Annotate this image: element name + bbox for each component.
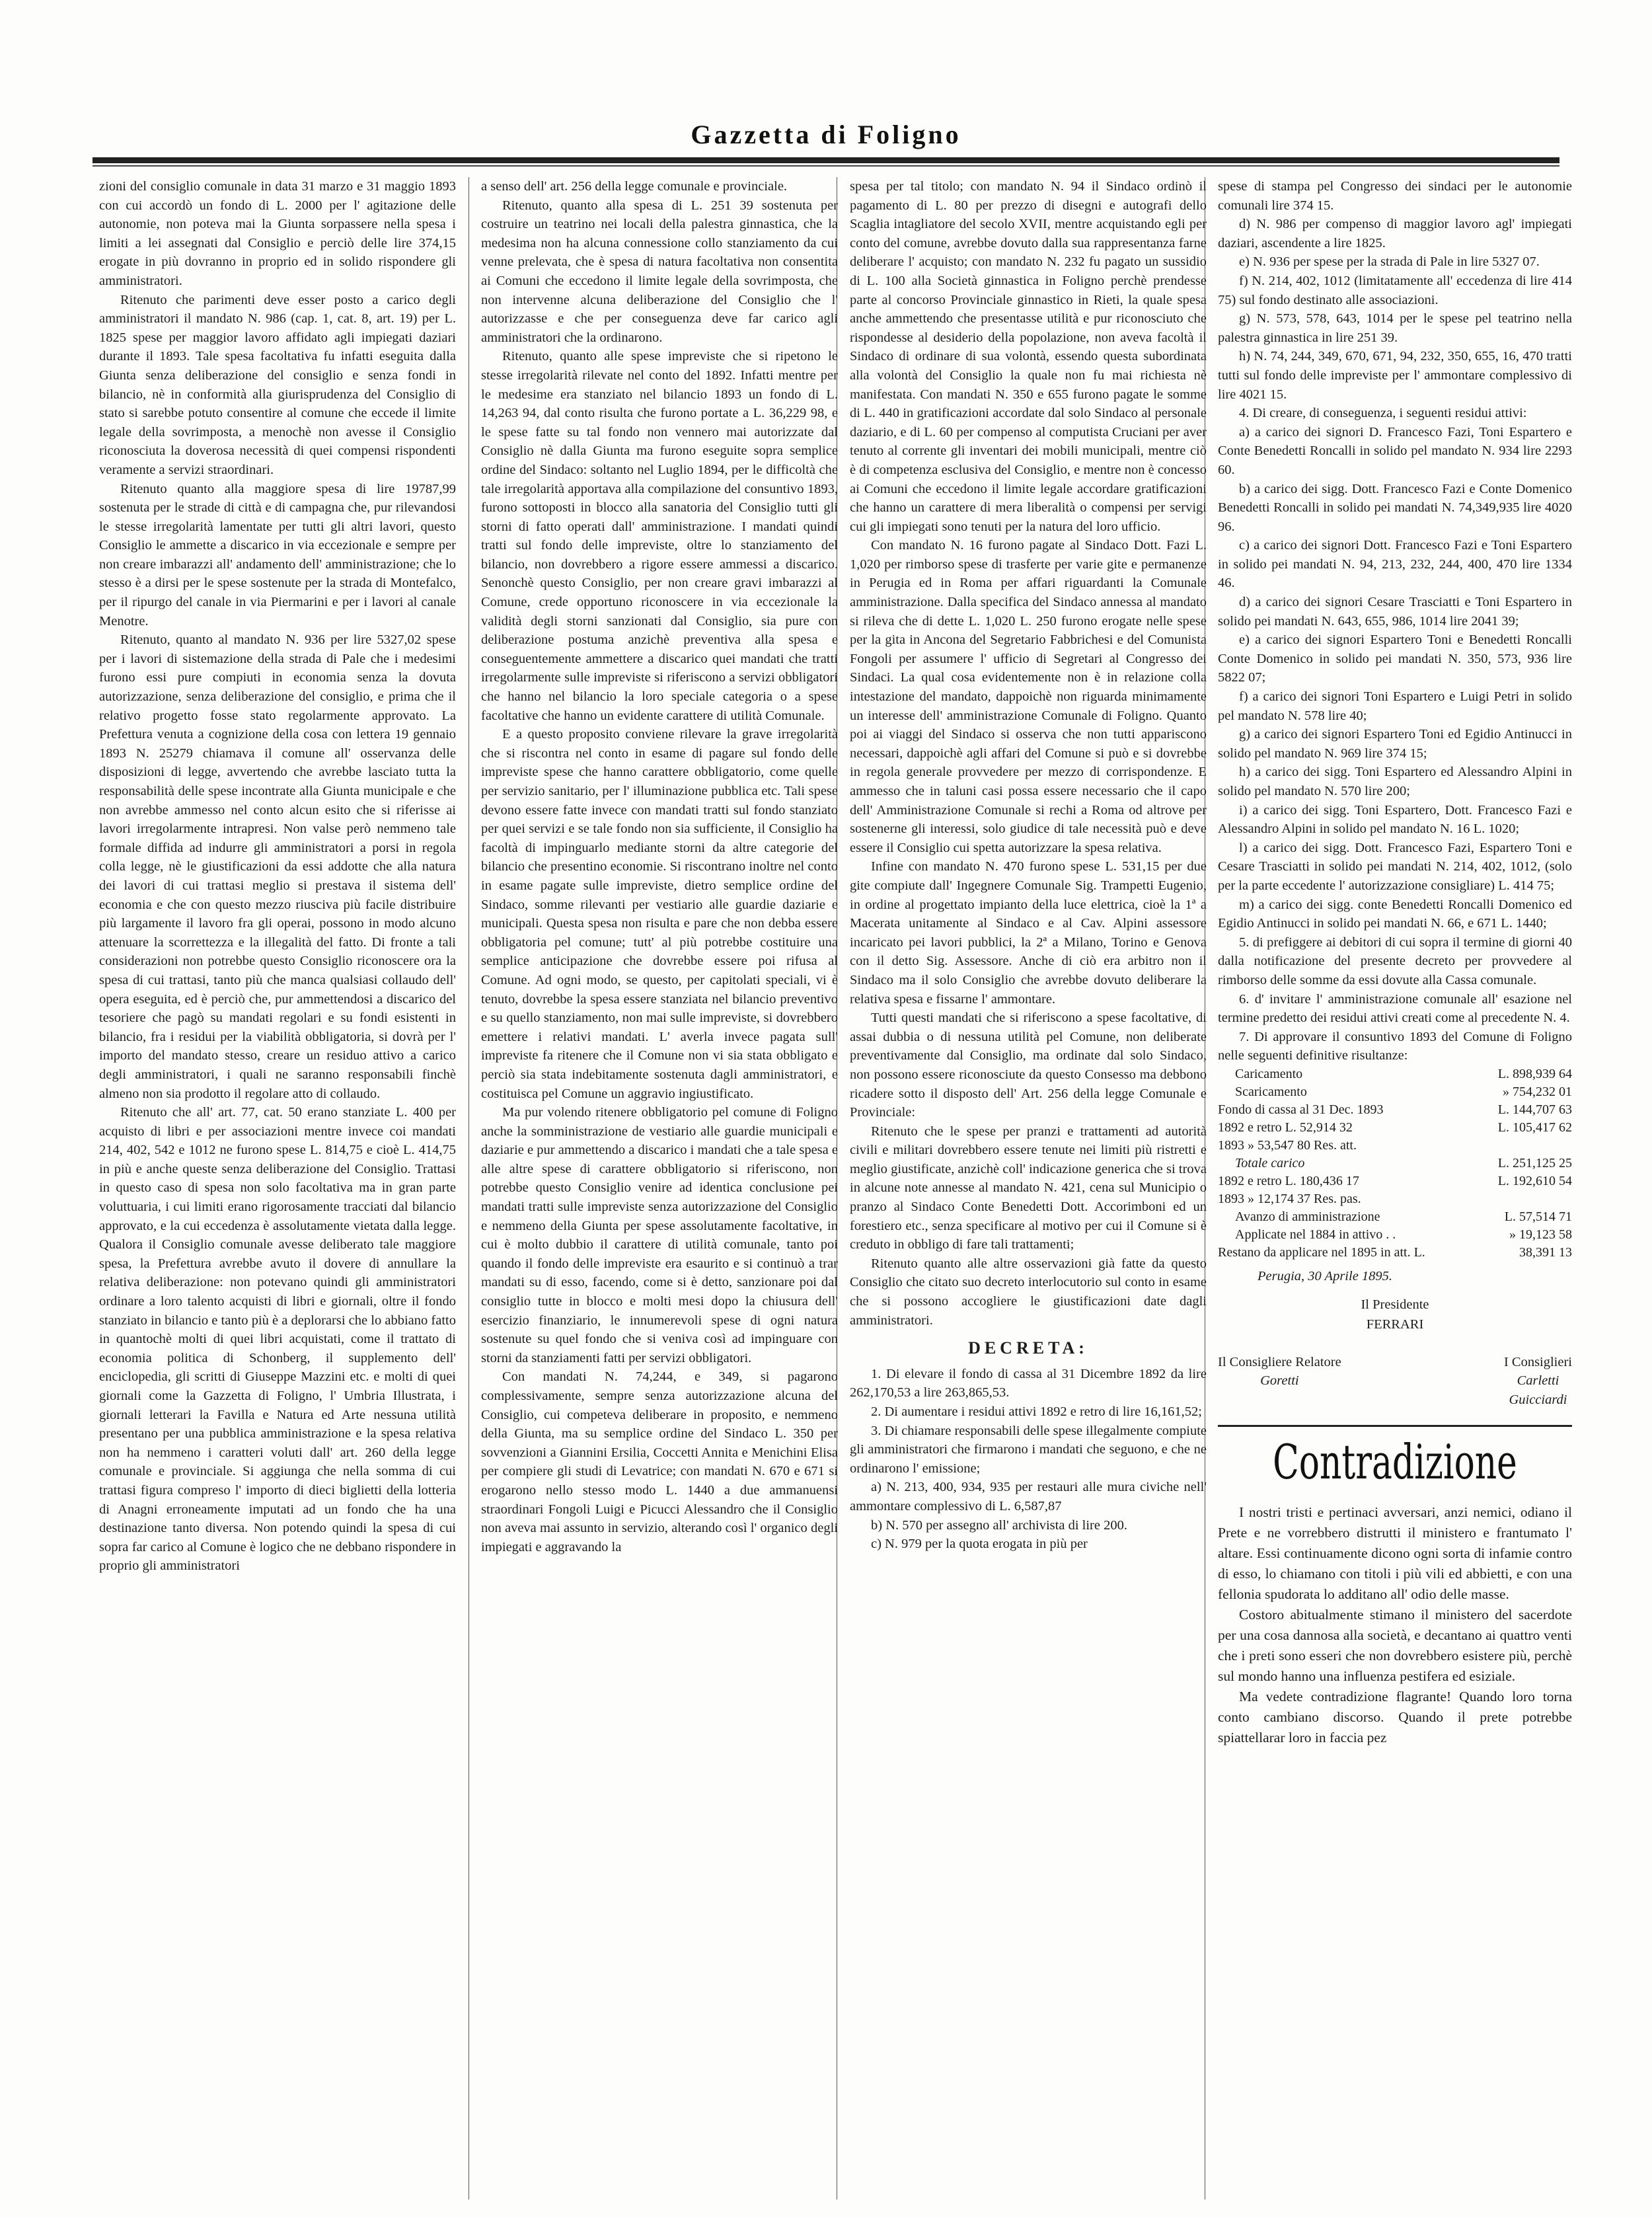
- paragraph: 7. Di approvare il consuntivo 1893 del Comune di Foligno nelle seguenti definitive risultanze:: [1218, 1029, 1572, 1063]
- table-row: [1218, 1065, 1572, 1083]
- paragraph: g) a carico dei signori Espartero Toni ed Egidio Antinucci in solido pel mandato N. 969 lire 374 15;: [1218, 727, 1572, 761]
- scaricamento-value: » 754,232 01: [1503, 1084, 1572, 1099]
- caricamento-value: L. 898,939 64: [1497, 1066, 1572, 1081]
- paragraph: d) N. 986 per compenso di maggior lavoro agl' impiegati daziari, ascendente a lire 1825.: [1218, 217, 1572, 250]
- consuntivo-table: [1218, 1065, 1572, 1262]
- consiglieri: [1504, 1353, 1572, 1410]
- res-pas-label: Res. pas.: [1314, 1191, 1361, 1206]
- paragraph: Ritenuto, quanto alle spese impreviste che si ripetono le stesse irregolarità rilevate nel conto del 1892. Infatti mentre per le medesime era stanziato nel bilancio 1893 un fondo di L. 14,263 94, dal conto risulta che furono portate a L. 36,229 98, e le spese fatte su tal fondo non vennero mai autorizzate dal Consiglio nè dalla Giunta ma furono eseguite sopra semplice ordine del Sindaco: soltanto nel Luglio 1894, per le difficoltà che tale irregolarità apportava alla compilazione del consuntivo 1893, furono sottoposti in blocco alla sanatoria del Consiglio tutti gli storni di fatto operati dall' amministrazione. I mandati quindi tratti sul fondo delle impreviste, oltre lo stanziamento del bilancio, non dovrebbero a rigore essere ammessi a discarico. Senonchè questo Consiglio, per non creare gravi imbarazzi al Comune, crede opportuno riconoscere in via eccezionale la validità degli storni sanzionati dal Consiglio, sia pure con deliberazione postuma anzichè preventiva alla spesa e conseguentemente ammettere a discarico quei mandati che tratti irregolarmente sulle impreviste si riferiscono a servizi obbligatori che hanno nel bilancio la loro speciale categoria o a spese facoltative che hanno un evidente carattere di utilità Comunale.: [481, 349, 838, 723]
- caricamento-label: Caricamento: [1235, 1066, 1303, 1081]
- paragraph: Ma vedete contradizione flagrante! Quando loro torna conto cambiano discorso. Quando il prete potrebbe spiattellarar loro in faccia pez: [1218, 1689, 1572, 1746]
- res-pas-1893: 1893 » 12,174 37: [1218, 1191, 1310, 1206]
- res-pas-years: [1218, 1172, 1479, 1208]
- totale-carico-label: Totale carico: [1235, 1155, 1305, 1170]
- paragraph: 5. di prefiggere ai debitori di cui sopra il termine di giorni 40 dalla notificazione del presente decreto per provvedere al rimborso delle somme da essi dovute alla Cassa comunale.: [1218, 935, 1572, 987]
- decree-item: c) N. 979 per la quota erogata in più per: [871, 1537, 1088, 1552]
- paragraph: Tutti questi mandati che si riferiscono a spese facoltative, di assai dubbia o di nessuna utilità pel Comune, non deliberate preventivamente dal Consiglio, ma ordinate dal solo Sindaco, non possono essere riconosciute da questo Consesso ma debbono ricadere sotto il disposto dell' Art. 256 della legge Comunale e Provinciale:: [850, 1011, 1207, 1120]
- paragraph: d) a carico dei signori Cesare Trasciatti e Toni Espartero in solido pei mandati N. 643, 655, 986, 1014 lire 2041 39;: [1218, 595, 1572, 629]
- paragraph: e) N. 936 per spese per la strada di Pale in lire 5327 07.: [1239, 254, 1540, 270]
- avanzo-value: L. 57,514 71: [1504, 1209, 1572, 1224]
- fondo-label: Fondo di cassa al 31 Dec. 1893: [1218, 1102, 1384, 1117]
- relatore-name: Goretti: [1260, 1373, 1299, 1389]
- paragraph: Ma pur volendo ritenere obbligatorio pel comune di Foligno anche la somministrazione de vestiario alle guardie municipali e daziarie e pur ammettendo a discarico i mandati che a tale spesa e alle altre spese di carattere obbligatorio si riferiscono, non potrebbe questo Consiglio venire ad identica conclusione pei mandati tratti sulle impreviste senza autorizzazione del Consiglio e nemmeno della Giunta per spese assolutamente facoltative, in cui è molto dubbio il carattere di utilità comunale, tanto poi quando il fondo delle impreviste era esaurito e si continuò a trar mandati su di esso, facendo, come si è detto, sanzionare poi dal consiglio tutte in blocco e molti mesi dopo la chiusura dell' esercizio finanziario, le innumerevoli spese di ogni natura sostenute su quel fondo che si veniva così ad impinguare con storni da stanziamenti fatti per servizi obbligatori.: [481, 1105, 838, 1365]
- decree-item: b) N. 570 per assegno all' archivista di lire 200.: [871, 1517, 1127, 1533]
- paragraph: m) a carico dei sigg. conte Benedetti Roncalli Domenico ed Egidio Antinucci in solido pei mandati N. 66, e 671 L. 1440;: [1218, 897, 1572, 931]
- paragraph: spese di stampa pel Congresso dei sindaci per le autonomie comunali lire 374 15.: [1218, 179, 1572, 213]
- paragraph: spesa per tal titolo; con mandato N. 94 il Sindaco ordinò il pagamento di L. 80 per prezzo di disegni e autografi dello Scaglia intagliatore del secolo XVII, mentre acquistando egli per conto del comune, avrebbe dovuto dalla sua rappresentanza farne deliberare l' acquisto; con mandato N. 232 fu pagato un sussidio di L. 100 alla Società ginnastica in Foligno perchè prendesse parte al concorso Provinciale ginnastico in Rieti, la quale spesa anche ammettendo che presentasse utilità e pur riconosciuto che rispondesse al desiderio della popolazione, non aveva facoltà il Sindaco di ordinare di sua volontà, essendo questa subordinata alla volontà del Consiglio la quale non fu mai richiesta nè manifestata. Con mandati N. 350 e 655 furono pagate le somme di L. 440 in gratificazioni accordate dal solo Sindaco al personale daziario, e di L. 60 per compenso al computista Cruciani per aver tenuto al corrente gli inventari dei mobili municipali, mentre ciò è di competenza esclusiva del Consiglio, e mentre non è concesso ai Comuni che eccedono il limite legale accordare gratificazioni che hanno un carattere di mera liberalità o compensi per servigi cui gli impiegati sono tenuti per la natura del loro ufficio.: [850, 179, 1207, 534]
- paragraph: zioni del consiglio comunale in data 31 marzo e 31 maggio 1893 con cui accordò un fondo di L. 2000 per l' agitazione delle autonomie, non poteva mai la Giunta sorpassere nella spesa i limiti a lei assegnati dal Consiglio e perciò delle lire 374,15 erogate in più dovranno in proprio ed in solido rispondere gli amministratori.: [99, 179, 456, 288]
- column-1: [99, 177, 456, 2199]
- restano-value: 38,391 13: [1519, 1244, 1572, 1260]
- paragraph: Ritenuto che parimenti deve esser posto a carico degli amministratori il mandato N. 986 (cap. 1, cat. 8, art. 19) per L. 1825 spese per maggior lavoro affidato agli impiegati daziari durante il 1893. Tale spesa facoltativa fu infatti eseguita dalla Giunta senza deliberazione del consiglio e senza fondi in bilancio, nè in conformità alla giurisprudenza del Consiglio di stato si sarebbe potuto consentire al comune che eccede il limite legale della sovrimposta, a menochè non avesse il Consiglio riconosciuta la doverosa necessità di quei compensi rispondenti veramente a servizi straordinari.: [99, 292, 456, 477]
- table-row: [1218, 1208, 1572, 1226]
- paragraph: f) a carico dei signori Toni Espartero e Luigi Petri in solido pel mandato N. 578 lire 40;: [1218, 689, 1572, 723]
- paragraph: h) N. 74, 244, 349, 670, 671, 94, 232, 350, 655, 16, 470 tratti tutti sul fondo delle impreviste per l' ammontare complessivo di lire 4021 15.: [1218, 349, 1572, 402]
- paragraph: a senso dell' art. 256 della legge comunale e provinciale.: [481, 179, 788, 194]
- res-att-1893: 1893 » 53,547 80: [1218, 1137, 1310, 1153]
- masthead-title: Gazzetta di Foligno: [691, 120, 961, 149]
- applicate-value: » 19,123 58: [1509, 1227, 1572, 1242]
- consiglieri-name: Carletti: [1517, 1373, 1559, 1389]
- president-name: FERRARI: [1366, 1317, 1424, 1332]
- paragraph: I nostri tristi e pertinaci avversari, anzi nemici, odiano il Prete e ne vorrebbero distrutti il ministero e frantumato l' altare. Essi continuamente dicono ogni sorta di infamie contro di esso, lo chiamano con titoli i più vili ed abbietti, e con una fellonia spudorata lo additano all' odio delle masse.: [1218, 1504, 1572, 1603]
- paragraph: f) N. 214, 402, 1012 (limitatamente all' eccedenza di lire 414 75) sul fondo destinato alle associazioni.: [1218, 273, 1572, 307]
- signatories: [1218, 1353, 1572, 1410]
- decree-item: 2. Di aumentare i residui attivi 1892 e retro di lire 16,161,52;: [871, 1404, 1202, 1419]
- table-row: [1218, 1083, 1572, 1101]
- relatore: [1218, 1353, 1341, 1410]
- paragraph: Costoro abitualmente stimano il ministero del sacerdote per una cosa dannosa alla società, e decantano ai quattro venti che i preti sono esseri che non dovrebbero esistere più, perchè sul mondo hanno una influenza pestifera ed esiziale.: [1218, 1607, 1572, 1685]
- paragraph: Con mandato N. 16 furono pagate al Sindaco Dott. Fazi L. 1,020 per rimborso spese di trasferte per varie gite e permanenze in Perugia ed in Roma per affari riguardanti la Comunale amministrazione. Dalla specifica del Sindaco annessa al mandato si rileva che di dette L. 1,020 L. 250 furono erogate nelle spese per la gita in Ancona del Segretario Fabbrichesi e del Comunista Fongoli per assumere l' ufficio di Segretari al Congresso dei Sindaci. La qual cosa evidentemente non è in relazione colla intestazione del mandato, dappoichè non riguarda minimamente un interesse dell' amministrazione Comunale di Foligno. Quanto poi ai viaggi del Sindaco si osserva che non tutti appariscono necessari, dappoichè agli affari del Comune si può e si dovrebbe in regola generale provvedere per mezzo di corrispondenze. E ammesso che in taluni casi possa essere necessario che il capo dell' Amministrazione Comunale si rechi a Roma od altrove per sostenerne gli interessi, solo giudice di tale necessità può e deve essere il Consiglio cui spetta autorizzare la spesa relativa.: [850, 538, 1207, 855]
- masthead-rule-thick: [93, 157, 1559, 163]
- table-row: [1218, 1155, 1572, 1172]
- restano-label: Restano da applicare nel 1895 in att. L.: [1218, 1244, 1425, 1260]
- res-att-label: Res. att.: [1314, 1137, 1357, 1153]
- table-row: [1218, 1101, 1572, 1119]
- paragraph: Ritenuto che le spese per pranzi e trattamenti ad autorità civili e militari dovrebbero essere tenute nei limiti più ristretti e meglio giustificate, anzichè coll' indicazione generica che si trova in alcune note annesse al mandato N. 421, cena sul Municipio o pranzo al Sindaco Conte Benedetti Dott. Accorimboni ed un forestiero etc., senza specificare al motivo per cui il Comune si è creduto in obbligo di fare tali trattamenti;: [850, 1124, 1207, 1252]
- decreta-heading: DECRETA:: [968, 1338, 1088, 1358]
- decree-item: 3. Di chiamare responsabili delle spese illegalmente compiute gli amministratori che firmarono i mandati che seguono, e che ne ordinarono l' emissione;: [850, 1423, 1207, 1476]
- res-pas-1892: 1892 e retro L. 180,436 17: [1218, 1173, 1359, 1188]
- paragraph: Ritenuto, quanto alla spesa di L. 251 39 sostenuta per costruire un teatrino nei locali della palestra ginnastica, che la medesima non ha alcuna connessione collo stanziamento da cui venne prelevata, che è spesa di natura facoltativa non consentita ai Comuni che eccedono il limite legale della sovrimposta, che non intervenne alcuna deliberazione del Consiglio che l' autorizzasse e che per conseguenza deve far carico agli amministratori che la ordinarono.: [481, 198, 838, 345]
- paragraph: h) a carico dei sigg. Toni Espartero ed Alessandro Alpini in solido pel mandato N. 570 lire 200;: [1218, 765, 1572, 798]
- paragraph: c) a carico dei signori Dott. Francesco Fazi e Toni Espartero in solido pei mandati N. 94, 213, 232, 244, 400, 470 lire 1334 46.: [1218, 538, 1572, 591]
- res-pas-value: L. 192,610 54: [1497, 1173, 1572, 1188]
- fondo-value: L. 144,707 63: [1497, 1102, 1572, 1117]
- applicate-label: Applicate nel 1884 in attivo . .: [1235, 1227, 1396, 1242]
- table-row: [1218, 1172, 1572, 1208]
- paragraph: Ritenuto, quanto al mandato N. 936 per lire 5327,02 spese per i lavori di sistemazione della strada di Pale che i medesimi furono essi pure compiuti in economia senza la dovuta autorizzazione, senza deliberazione del consiglio, e prima che il relativo progetto fosse stato regolarmente approvato. La Prefettura venuta a cognizione della cosa con lettera 19 gennaio 1893 N. 25279 chiamava il comune all' osservanza delle disposizioni di legge, avvertendo che avrebbe lasciato tutta la responsabilità delle spese incontrate alla Giunta municipale e che non avrebbe ammesso nel conto alcun esito che si riferisse ai lavori irregolarmente intrapresi. Non valse però nemmeno tale formale diffida ad indurre gli amministratori a porsi in regola colla legge, nè le giustificazioni da essi addotte che alla natura dei lavori di cui trattasi meglio si prestava il sistema dell' economia e che con questo mezzo riusciva più facile distribuire più largamente il lavoro fra gli operai, possono in modo alcuno attenuare la scorrettezza e la illegalità del fatto. Di fronte a tali considerazioni non potrebbe questo Consiglio riconoscere ora la spesa di cui trattasi, tanto più che manca qualsiasi collaudo dell' opera eseguita, ed è perciò che, pur ammettendosi a discarico del tesoriere che pagò su mandati regolari e su fondi esistenti in bilancio, fra i residui per la viabilità obbligatoria, si dovrà per l' importo del mandato stesso, creare un residuo attivo a carico degli amministratori, i quali ne saranno responsabili finchè almeno non sia prodotto il regolare atto di collaudo.: [99, 632, 456, 1101]
- avanzo-label: Avanzo di amministrazione: [1235, 1209, 1380, 1224]
- paragraph: Con mandati N. 74,244, e 349, si pagarono complessivamente, sempre senza autorizzazione alcuna del Consiglio, cui competeva deliberare in proposito, e nemmeno della Giunta, ma su semplice ordine del Sindaco L. 350 per sovvenzioni a Giannini Ersilia, Coccetti Annita e Menichini Elisa per compiere gli studi di Levatrice; con mandati N. 670 e 671 si erogarono nello stesso modo L. 1440 a due ammanuensi straordinari Fongoli Luigi e Picucci Alessandro che il Consiglio non aveva mai assunto in servizio, alterando così l' organico degli impiegati e aggravando la: [481, 1369, 838, 1554]
- column-2: [481, 177, 838, 2199]
- table-row: [1218, 1119, 1572, 1155]
- paragraph: E a questo proposito conviene rilevare la grave irregolarità che si riscontra nel conto in esame di pagare sul fondo delle impreviste spese che hanno carattere obbligatorio, come quelle per servizio sanitario, per l' illuminazione pubblica etc. Tali spese devono essere fatte invece con mandati tratti sul fondo stanziato per quei servizi e se tale fondo non sia sufficiente, il Consiglio ha facoltà di impinguarlo mediante storni da altre categorie del bilancio che presentino economie. Si riscontrano inoltre nel conto in esame pagate sulle impreviste, dietro semplice ordine del Sindaco, somme rilevanti per vestiario alle guardie daziarie e municipali. Questa spesa non risulta e pare che non debba essere obbligatoria pel comune; tutt' al più potrebbe costituire una semplice anticipazione che dovrebbe essere poi rifusa al Comune. Ad ogni modo, se questo, per capitolati speciali, vi è tenuto, dovrebbe la spesa essere stanziata nel bilancio preventivo e su quello stanziamento, non mai sulle impreviste, si dovrebbero emettere i relativi mandati. L' averla invece pagata sull' impreviste fa ritenere che il Comune non vi sia stata obbligato e perciò sia stata indebitamente sostenuta dagli amministratori, e costituisca pel Comune un aggravio ingiustificato.: [481, 727, 838, 1101]
- paragraph: 6. d' invitare l' amministrazione comunale all' esazione nel termine predetto dei residui attivi creati come al precedente N. 4.: [1218, 991, 1572, 1026]
- totale-carico-value: L. 251,125 25: [1497, 1155, 1572, 1170]
- article-title: Contradizione: [1273, 1434, 1517, 1490]
- paragraph: 4. Di creare, di conseguenza, i seguenti residui attivi:: [1239, 406, 1527, 421]
- masthead-rule-thin: [93, 165, 1559, 167]
- president-title: Il Presidente: [1361, 1297, 1429, 1312]
- paragraph: l) a carico dei sigg. Dott. Francesco Fazi, Espartero Toni e Cesare Trasciatti in solido pei mandati N. 214, 402, 1012, (solo per la parte eccedente l' autorizzazione consigliare) L. 414 75;: [1218, 840, 1572, 893]
- res-att-years: [1218, 1119, 1479, 1155]
- paragraph: a) a carico dei signori D. Francesco Fazi, Toni Espartero e Conte Benedetti Roncalli in solido pel mandato N. 934 lire 2293 60.: [1218, 424, 1572, 477]
- paragraph: Ritenuto quanto alla maggiore spesa di lire 19787,99 sostenuta per le strade di città e di campagna che, pur rilevandosi le stesse irregolarità lamentate per tutti gli altri lavori, questo Consiglio le ammette a discarico in via eccezionale e sempre per non creare imbarazzi all' andamento dell' amministrazione; che lo stesso è a dirsi per le spese sostenute per la strada di Montefalco, per il ripurgo del canale in via Piermarini e per i lavori al canale Menotre.: [99, 481, 456, 629]
- relatore-title: Il Consigliere Relatore: [1218, 1354, 1341, 1369]
- scaricamento-label: Scaricamento: [1235, 1084, 1307, 1099]
- paragraph: g) N. 573, 578, 643, 1014 per le spese pel teatrino nella palestra ginnastica in lire 251 39.: [1218, 311, 1572, 345]
- paragraph: e) a carico dei signori Espartero Toni e Benedetti Roncalli Conte Domenico in solido pei mandati N. 350, 573, 936 lire 5822 07;: [1218, 632, 1572, 685]
- res-att-1892: 1892 e retro L. 52,914 32: [1218, 1120, 1353, 1135]
- paragraph: Ritenuto che all' art. 77, cat. 50 erano stanziate L. 400 per acquisto di libri e per associazioni mentre invece coi mandati 214, 402, 542 e 1012 ne furono spese L. 814,75 e cioè L. 414,75 in più e anche queste senza deliberazione del Consiglio. Trattasi in questo caso di spesa non solo facoltativa ma in gran parte voluttuaria, i cui limiti erano rigorosamente tracciati dal bilancio approvato, e la cui eccedenza è assolutamente vietata dalla legge. Qualora il Consiglio comunale avesse deliberato tale maggiore spesa, la Prefettura avrebbe avuto il dovere di annullare la relativa deliberazione: non potevano quindi gli amministratori ordinare a loro talento acquisti di libri e giornali, oltre il fondo stanziato in bilancio e tanto più è a deplorarsi che lo abbiano fatto in quantochè molti di quei libri acquistati, come il trattato di economia politica di Schonberg, il supplemento dell' enciclopedia, gli scritti di Giuseppe Mazzini etc. e molti di quei giornali come la Gazzetta di Foligno, l' Umbria Illustrata, i giornali letterari la Favilla e Natura ed Arte nessuna utilità presentano per una pubblica amministrazione e la spesa relativa non ha nemmeno i caratteri voluti dall' art. 260 della legge comunale e provinciale. Si aggiunga che nella somma di cui trattasi figura compreso l' importo di dieci biglietti della lotteria di Anagni erroneamente imputati ad un fondo che ha una destinazione tanto diversa. Non potendo quindi la spesa di cui sopra far carico al Comune è logico che ne debbano rispondere in proprio gli amministratori: [99, 1105, 456, 1574]
- article-contradizione: [1218, 1434, 1572, 1748]
- decree-item: a) N. 213, 400, 934, 935 per restauri alle mura civiche nell' ammontare complessivo di L. 6,587,87: [850, 1480, 1207, 1513]
- paragraph: Infine con mandato N. 470 furono spese L. 531,15 per due gite compiute dall' Ingegnere Comunale Sig. Trampetti Eugenio, in ordine al progettato impianto della luce elettrica, cioè la 1ª a Macerata unitamente al Sindaco e al Cav. Alpini assessore incaricato pei lavori pubblici, la 2ª a Milano, Torino e Genova con il detto Sig. Assessore. Anche di ciò era arbitro non il Sindaco ma il solo Consiglio che avrebbe dovuto deliberare la relativa spesa e fissarne l' ammontare.: [850, 859, 1207, 1007]
- paragraph: b) a carico dei sigg. Dott. Francesco Fazi e Conte Domenico Benedetti Roncalli in solido pei mandati N. 74,349,935 lire 4020 96.: [1218, 481, 1572, 534]
- city-date: Perugia, 30 Aprile 1895.: [1258, 1268, 1393, 1283]
- column-3: [850, 177, 1207, 2199]
- table-row: [1218, 1226, 1572, 1244]
- paragraph: Ritenuto quanto alle altre osservazioni già fatte da questo Consiglio che citato suo decreto interlocutorio sul conto in esame che si possono accogliere le giustificazioni date dagli amministratori.: [850, 1256, 1207, 1328]
- res-att-value: L. 105,417 62: [1497, 1120, 1572, 1135]
- consiglieri-name: Guicciardi: [1509, 1392, 1567, 1407]
- column-4: [1218, 177, 1572, 2199]
- table-row: [1218, 1244, 1572, 1262]
- consiglieri-title: I Consiglieri: [1503, 1354, 1572, 1369]
- decree-item: 1. Di elevare il fondo di cassa al 31 Dicembre 1892 da lire 262,170,53 a lire 263,865,53.: [850, 1366, 1207, 1400]
- paragraph: i) a carico dei sigg. Toni Espartero, Dott. Francesco Fazi e Alessandro Alpini in solido pel mandato N. 16 L. 1020;: [1218, 802, 1572, 837]
- article-divider: [1218, 1425, 1572, 1427]
